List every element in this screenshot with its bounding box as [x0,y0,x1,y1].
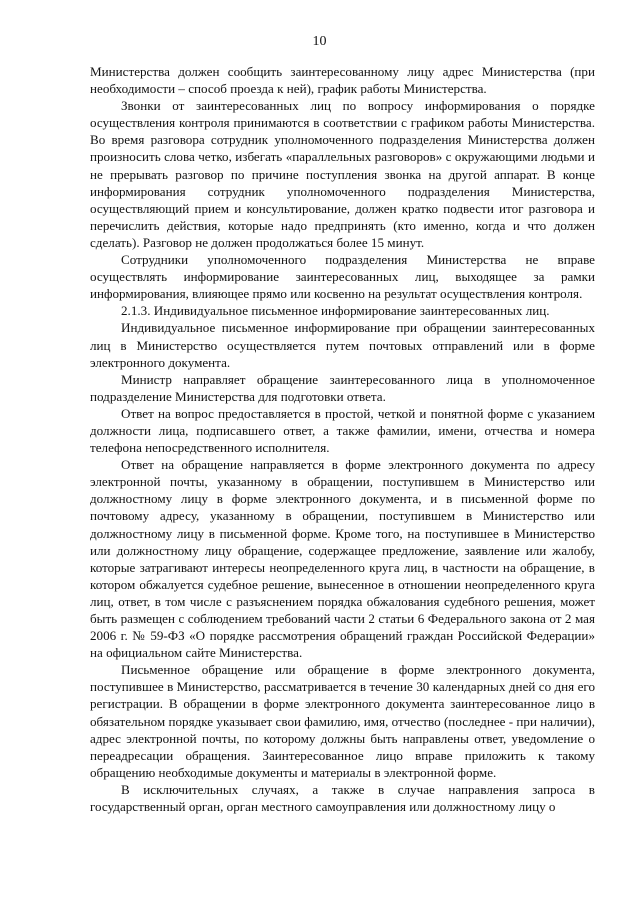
paragraph: Письменное обращение или обращение в форме электронного документа, поступившее в Министерство, рассматривается в течение 30 календарных дней со дня его регистрации. В обращении в форме электронного документа заинтересованное лицо в обязательном порядке указывает свои фамилию, имя, отчество (последнее - при наличии), адрес электронной почты, по которому должны быть направлены ответ, уведомление о переадресации обращения. Заинтересованное лицо вправе приложить к такому обращению необходимые документы и материалы в электронной форме. [90,662,595,780]
paragraph: Сотрудники уполномоченного подразделения Министерства не вправе осуществлять информирование заинтересованных лиц, выходящее за рамки информирования, влияющее прямо или косвенно на результат осуществления контроля. [90,252,595,302]
paragraph: В исключительных случаях, а также в случае направления запроса в государственный орган, орган местного самоуправления или должностному лицу о [90,781,595,815]
paragraph: Звонки от заинтересованных лиц по вопросу информирования о порядке осуществления контроля принимаются в соответствии с графиком работы Министерства. Во время разговора сотрудник уполномоченного подразделения Министерства должен произносить слова четко, избегать «параллельных разговоров» с окружающими людьми и не прерывать разговор по причине поступления звонка на другой аппарат. В конце информирования сотрудник уполномоченного подразделения Министерства, осуществляющий прием и консультирование, должен кратко подвести итог разговора и перечислить действия, которые надо предпринять (кто именно, когда и что должен сделать). Разговор не должен продолжаться более 15 минут. [90,98,595,250]
paragraph: Министр направляет обращение заинтересованного лица в уполномоченное подразделение Министерства для подготовки ответа. [90,371,595,404]
paragraph: Ответ на вопрос предоставляется в простой, четкой и понятной форме с указанием должности лица, подписавшего ответ, а также фамилии, имени, отчества и номера телефона непосредственного исполнителя. [90,405,595,456]
body-text [90,63,595,815]
paragraph: Министерства должен сообщить заинтересованному лицу адрес Министерства (при необходимости – способ проезда к ней), график работы Министерства. [90,64,595,97]
section-heading: 2.1.3. Индивидуальное письменное информирование заинтересованных лиц. [121,303,550,319]
paragraph: Ответ на обращение направляется в форме электронного документа по адресу электронной почты, указанному в обращении, поступившем в Министерство или должностному лицу в форме электронного документа, и в письменной форме по почтовому адресу, указанному в обращении, поступившем в Министерство или должностному лицу в письменной форме. Кроме того, на поступившее в Министерство или должностному лицу обращение, содержащее предложение, заявление или жалобу, которые затрагивают интересы неопределенного круга лиц, в частности на обращение, в котором обжалуется судебное решение, вынесенное в отношении неопределенного круга лиц, ответ, в том числе с разъяснением порядка обжалования судебного решения, может быть размещен с соблюдением требований части 2 статьи 6 Федерального закона от 2 мая 2006 г. № 59-ФЗ «О порядке рассмотрения обращений граждан Российской Федерации» на официальном сайте Министерства. [90,457,595,661]
page-number: 10 [312,34,327,49]
paragraph: Индивидуальное письменное информирование при обращении заинтересованных лиц в Министерство осуществляется путем почтовых отправлений или в форме электронного документа. [90,320,595,370]
